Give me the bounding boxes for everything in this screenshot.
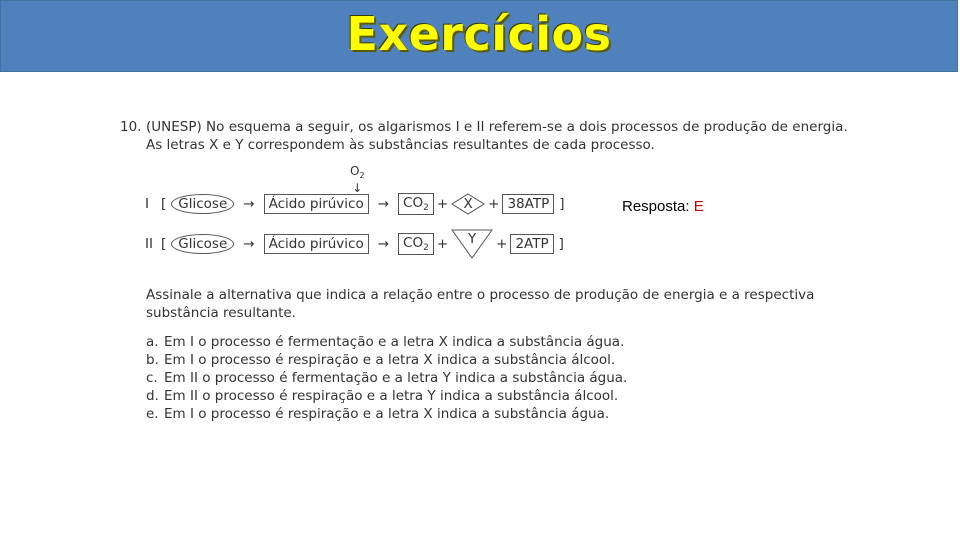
co2-subscript: 2 bbox=[423, 203, 429, 213]
prompt-line-2: substância resultante. bbox=[146, 305, 296, 321]
question-prompt bbox=[146, 286, 846, 322]
co2-box bbox=[398, 193, 434, 215]
right-arrow-icon: → bbox=[243, 236, 255, 252]
scheme-row-i bbox=[145, 191, 567, 217]
option-a bbox=[146, 333, 846, 351]
option-letter: d. bbox=[146, 388, 159, 404]
o2-down-arrow-icon: ↓ bbox=[352, 181, 363, 195]
option-e bbox=[146, 405, 846, 423]
option-letter: e. bbox=[146, 406, 159, 422]
plus-sign: + bbox=[488, 196, 500, 212]
option-text: Em I o processo é respiração e a letra X indica a substância água. bbox=[164, 406, 610, 422]
o2-text: O bbox=[350, 164, 360, 178]
option-d bbox=[146, 387, 846, 405]
option-text: Em II o processo é fermentação e a letra Y indica a substância água. bbox=[164, 370, 628, 386]
plus-sign: + bbox=[436, 236, 449, 252]
plus-sign: + bbox=[436, 196, 449, 212]
atp-box: 38ATP bbox=[502, 194, 554, 214]
option-text: Em II o processo é respiração e a letra Y indica a substância álcool. bbox=[164, 388, 619, 404]
title-bar bbox=[0, 0, 958, 72]
close-bracket: ] bbox=[559, 196, 565, 212]
slide-title: Exercícios bbox=[346, 7, 612, 61]
o2-subscript: 2 bbox=[359, 171, 365, 180]
answer-line bbox=[622, 198, 704, 215]
right-arrow-icon: → bbox=[377, 196, 390, 212]
co2-text: CO bbox=[403, 195, 424, 211]
option-letter: c. bbox=[146, 370, 158, 386]
acido-piruvico-box: Ácido pirúvico bbox=[264, 194, 369, 214]
right-arrow-icon: → bbox=[377, 236, 390, 252]
o2-input-label bbox=[350, 165, 365, 194]
option-letter: a. bbox=[146, 334, 159, 350]
glicose-ellipse: Glicose bbox=[171, 234, 234, 254]
right-arrow-icon: → bbox=[243, 196, 255, 212]
co2-text: CO bbox=[403, 235, 424, 251]
energy-scheme bbox=[145, 165, 565, 265]
question-line-1: (UNESP) No esquema a seguir, os algarismos I e II referem-se a dois processos de produção de energia. bbox=[146, 119, 848, 135]
scheme-row-ii bbox=[145, 231, 566, 257]
glicose-ellipse: Glicose bbox=[171, 194, 234, 214]
atp-box: 2ATP bbox=[510, 234, 553, 254]
prompt-line-1: Assinale a alternativa que indica a relação entre o processo de produção de energia e a respectiva bbox=[146, 287, 815, 303]
close-bracket: ] bbox=[558, 236, 564, 252]
answer-label: Resposta: bbox=[622, 198, 690, 215]
answer-value: E bbox=[693, 198, 704, 215]
option-c bbox=[146, 369, 846, 387]
question-line-2: As letras X e Y correspondem às substâncias resultantes de cada processo. bbox=[146, 137, 655, 153]
answer-options bbox=[146, 333, 846, 423]
open-bracket: [ bbox=[161, 236, 167, 252]
co2-box bbox=[398, 233, 434, 255]
option-text: Em I o processo é fermentação e a letra X indica a substância água. bbox=[164, 334, 625, 350]
x-letter: X bbox=[463, 196, 473, 212]
row-numeral: II bbox=[145, 236, 153, 252]
option-letter: b. bbox=[146, 352, 159, 368]
row-numeral: I bbox=[145, 196, 149, 212]
question-statement bbox=[120, 118, 860, 154]
y-product-shape bbox=[451, 229, 493, 259]
option-text: Em I o processo é respiração e a letra X indica a substância álcool. bbox=[164, 352, 616, 368]
x-product-shape bbox=[451, 193, 485, 215]
acido-piruvico-box: Ácido pirúvico bbox=[264, 234, 369, 254]
co2-subscript: 2 bbox=[423, 243, 429, 253]
y-letter: Y bbox=[468, 231, 477, 247]
plus-sign: + bbox=[496, 236, 508, 252]
option-b bbox=[146, 351, 846, 369]
question-number: 10. bbox=[120, 119, 142, 135]
open-bracket: [ bbox=[161, 196, 167, 212]
